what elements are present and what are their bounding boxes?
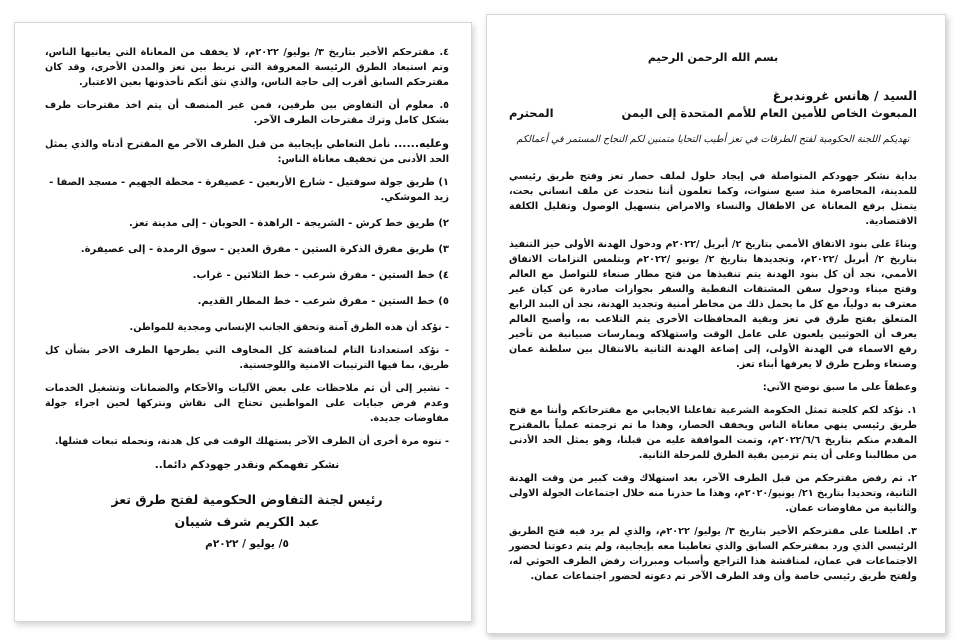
signature-date: ٥/ يوليو / ٢٠٢٢م — [205, 538, 289, 550]
intro-paragraph: بداية نشكر جهودكم المتواصلة في إيجاد حلول لملف حصار تعز وفتح طريق رئيسي للمدينة، المحاصرة منذ سبع سنوات، وكما تعلمون أننا نتحدث عن ملف انساني بحت، يتمثل برفع المعاناة عن الاطفال والنساء والامراض بتسهيل الوصول وتقليل الكلفة الاقتصادية. — [509, 171, 917, 227]
greeting: تهديكم اللجنة الحكومية لفتح الطرقات في تعز أطيب التحايا متمنين لكم النجاح المستمر في أعمالكم — [516, 134, 910, 145]
clarification-lead: وعطفاً على ما سبق نوضح الآتي: — [762, 382, 917, 393]
road-item-3: ٣) طريق مفرق الذكرة الستين - مفرق العدين - سوق الرمدة - إلى عصيفرة. — [80, 244, 449, 255]
note-discussion: - نؤكد استعدادنا التام لمناقشة كل المخاوف التي يطرحها الطرف الاخر بشأن كل طريق، بما فيها الترتيبات الامنية واللوجستية. — [45, 345, 449, 371]
signature-title: رئيس لجنة التفاوض الحكومية لفتح طرق تعز — [111, 492, 383, 507]
basmala: بسم الله الرحمن الرحيم — [647, 51, 779, 64]
signature-name: عبد الكريم شرف شيبان — [174, 514, 320, 529]
road-list — [45, 175, 449, 309]
road-item-5: ٥) خط الستين - مفرق شرعب - خط المطار القديم. — [197, 296, 449, 307]
proposal-intro — [45, 136, 449, 167]
proposal-lead-word: وعليه...... — [393, 137, 449, 150]
point-2: ٢. تم رفض مقترحكم من قبل الطرف الآخر، بعد استهلاك وقت كبير من وقت الهدنة الثانية، وتحديدا بتاريخ ٢١/ يونيو/٢٠٢٠م، وهذا ما حذرنا منه خلال اجتماعات الجولة الاولى والثانية من مفاوضات عمان. — [509, 473, 917, 514]
signature-block — [45, 489, 449, 555]
note-remarks: - نشير إلى أن ثم ملاحظات على بعض الآليات والأحكام والضمانات وتشغيل الخدمات وعدم فرض جبايات على المواطنين تحتاج الى نقاش ونتركها لحين اجراء جولة مفاوضات جديدة. — [45, 383, 449, 424]
point-5: ٥. معلوم أن التفاوض بين طرفين، فمن غير المنصف أن يتم اخذ مقترحات طرف بشكل كامل وترك مقترحات الطرف الآخر. — [45, 100, 449, 126]
road-item-1: ١) طريق جولة سوفتيل - شارع الأربعين - عصيفرة - محطة الجهيم - مسجد الصفا - زيد الموشكي. — [49, 177, 449, 203]
letter-page-2 — [14, 22, 472, 622]
note-safe-roads: - نؤكد أن هذه الطرق آمنة وتحقق الجانب الإنساني ومجدية للمواطن. — [129, 322, 449, 333]
addressee: السيد / هانس غروندبرغ — [772, 88, 917, 103]
point-4: ٤. مقترحكم الأخير بتاريخ ٣/ يوليو/ ٢٠٢٢م، لا يخفف من المعاناة التي يعانيها الناس، وتم استبعاد الطرق الرئيسة المعروفة التي تربط بين تعز والمدن الأخرى، وقد كان مقترحكم السابق أقرب إلى حاجة الناس، والذي نثق أنكم تأخذونها بعين الاعتبار. — [45, 47, 449, 88]
point-1: ١. نؤكد لكم كلجنة تمثل الحكومة الشرعية تفاعلنا الايجابي مع مقترحاتكم وأننا مع فتح طريق رئيسي ينهي معاناة الناس ويخفف الحصار، وهذا ما تم ترجمته عملياً بالمقترح المقدم منكم بتاريخ ٢٠٢٢/٦/٦م، وتمت الموافقة عليه من قبلنا، وهو يمثل الحد الأدنى من مطالبنا وعلى أن يتم تزمين بقية الطرق للمرحلة الثانية. — [509, 405, 917, 461]
letter-page-1 — [486, 14, 946, 634]
note-time-wasting: - ننوه مرة أخرى أن الطرف الآخر يستهلك الوقت في كل هدنة، ونحمله تبعات فشلها. — [54, 436, 449, 447]
road-item-4: ٤) خط الستين - مفرق شرعب - خط الثلاثين - غراب. — [192, 270, 449, 281]
truce-paragraph: وبناءً على بنود الاتفاق الأممي بتاريخ ٢/ أبريل /٢٠٢٢م ودخول الهدنة الأولى حيز التنفيذ بتاريخ ٢/ أبريل /٢٠٢٢م، وتجديدها بتاريخ ٢/ يونيو /٢٠٢٢م وبتلمس التزامات الاتفاق الأممي، نجد أن كل بنود الهدنة يتم تنفيذها من فتح مطار صنعاء للتواصل مع العالم وفتح ميناء ودخول سفن المشتقات النفطية والسفر بجوازات صادرة عن كيان غير معترف به دولياً، مع كل ما يحمل ذلك من مخاطر أمنية وتجديد الهدنة، نجد أن البند الرابع المتعلق بفتح طرق في تعز وبقية المحافظات الأخرى يتم التلاعب به، وأصبح العالم يعرف أن الحوثيين يلعبون على عامل الوقت واستهلاكه ويمارسات صبيانية من تأخير رفع الاسماء في الهدنة الأولى، إلى إضاعة الهدنة الثانية بالانتقال بين سلطنة عمان وصنعاء وطرح طرق لا يعرفها أبناء تعز. — [509, 239, 918, 370]
closing-thanks: نشكر تفهمكم ونقدر جهودكم دائما.. — [154, 459, 340, 471]
honorific: المحترم — [509, 106, 554, 120]
envoy-title: المبعوث الخاص للأمين العام للأمم المتحدة إلى اليمن — [621, 106, 917, 120]
proposal-lead-text: نأمل التعاطي بإيجابية من قبل الطرف الآخر مع المقترح أدناه والذي يمثل الحد الأدنى من تخفيف معاناة الناس: — [45, 139, 449, 165]
addressee-title-row — [509, 106, 917, 120]
page-2-body — [45, 45, 449, 605]
point-3: ٣. اطلعنا على مقترحكم الأخير بتاريخ ٣/ يوليو/ ٢٠٢٢م، والذي لم يرد فيه فتح الطريق الرئيسي الذي ورد بمقترحكم السابق والذي تعاطينا معه بإيجابية، ولم يتم دعوتنا لحضور الاجتماعات في عمان، لمناقشة هذا التراجع وأسباب ومبررات رفض الطرف الحوثي له، ولفتح طريق رئيسي خاصة وأن وفد الطرف الآخر تم دعوته لحضور اجتماعات عمان. — [509, 526, 918, 582]
road-item-2: ٢) طريق خط كرش - الشريجة - الراهدة - الحوبان - إلى مدينة تعز. — [128, 218, 449, 229]
page-1-body — [509, 51, 917, 617]
